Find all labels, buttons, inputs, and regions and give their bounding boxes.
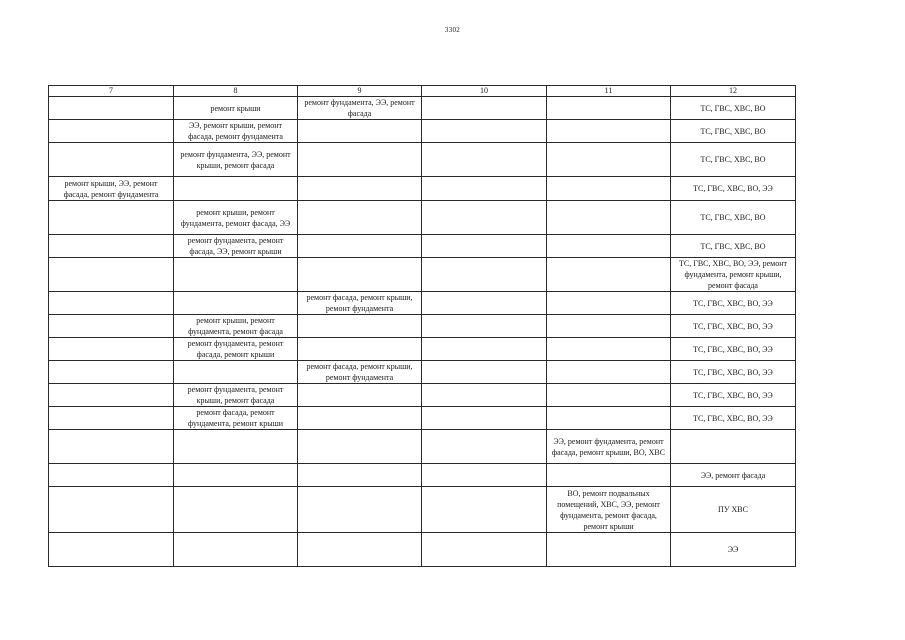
table-cell-col11 <box>547 143 671 177</box>
table-cell-col8 <box>174 430 298 464</box>
page-number: 3302 <box>444 26 461 34</box>
table-cell-col10 <box>422 464 547 487</box>
table-cell-col11 <box>547 201 671 235</box>
table-cell-col8: ремонт фундамента, ЭЭ, ремонт крыши, ремонт фасада <box>174 143 298 177</box>
table-cell-col10 <box>422 361 547 384</box>
table-cell-col9 <box>298 384 422 407</box>
table-cell-col11 <box>547 384 671 407</box>
table-cell-col9 <box>298 258 422 292</box>
table-cell-col8: ремонт фундамента, ремонт крыши, ремонт фасада <box>174 384 298 407</box>
header-row <box>49 86 796 97</box>
table-cell-col7 <box>49 201 174 235</box>
table-cell-col12: ТС, ГВС, ХВС, ВО <box>671 201 796 235</box>
table-row <box>49 258 796 292</box>
table-cell-col7: ремонт крыши, ЭЭ, ремонт фасада, ремонт фундамента <box>49 177 174 201</box>
table-row <box>49 235 796 258</box>
table-cell-col11: ЭЭ, ремонт фундамента, ремонт фасада, ремонт крыши, ВО, ХВС <box>547 430 671 464</box>
table-cell-col11: ВО, ремонт подвальных помещений, ХВС, ЭЭ, ремонт фундамента, ремонт фасада, ремонт крыши <box>547 487 671 533</box>
table-cell-col8: ремонт фасада, ремонт фундамента, ремонт крыши <box>174 407 298 430</box>
table-cell-col11 <box>547 407 671 430</box>
table-cell-col7 <box>49 97 174 120</box>
table-cell-col9 <box>298 120 422 143</box>
table-cell-col9 <box>298 201 422 235</box>
table-cell-col8: ремонт крыши, ремонт фундамента, ремонт фасада, ЭЭ <box>174 201 298 235</box>
table-body <box>49 97 796 567</box>
table-cell-col8: ЭЭ, ремонт крыши, ремонт фасада, ремонт фундамента <box>174 120 298 143</box>
table-cell-col8: ремонт фундамента, ремонт фасада, ЭЭ, ремонт крыши <box>174 235 298 258</box>
table-cell-col12: ТС, ГВС, ХВС, ВО, ЭЭ <box>671 407 796 430</box>
table-cell-col10 <box>422 97 547 120</box>
table-cell-col10 <box>422 430 547 464</box>
table-cell-col9 <box>298 315 422 338</box>
table-cell-col7 <box>49 361 174 384</box>
table-row <box>49 407 796 430</box>
table-row <box>49 201 796 235</box>
table-cell-col10 <box>422 143 547 177</box>
table-cell-col10 <box>422 235 547 258</box>
table-cell-col7 <box>49 258 174 292</box>
table-cell-col7 <box>49 407 174 430</box>
table-cell-col8 <box>174 292 298 315</box>
table-row <box>49 120 796 143</box>
table-cell-col10 <box>422 384 547 407</box>
table-cell-col10 <box>422 338 547 361</box>
table-cell-col8 <box>174 487 298 533</box>
table-cell-col10 <box>422 258 547 292</box>
table-cell-col12: ТС, ГВС, ХВС, ВО, ЭЭ <box>671 338 796 361</box>
table-cell-col11 <box>547 464 671 487</box>
table-cell-col10 <box>422 407 547 430</box>
table-cell-col8: ремонт крыши, ремонт фундамента, ремонт фасада <box>174 315 298 338</box>
table-cell-col11 <box>547 292 671 315</box>
table-cell-col12: ПУ ХВС <box>671 487 796 533</box>
table-cell-col7 <box>49 384 174 407</box>
table-cell-col9 <box>298 338 422 361</box>
table-cell-col11 <box>547 235 671 258</box>
column-header: 7 <box>49 86 174 97</box>
table-cell-col9: ремонт фасада, ремонт крыши, ремонт фундамента <box>298 292 422 315</box>
table-cell-col7 <box>49 292 174 315</box>
table-cell-col12: ТС, ГВС, ХВС, ВО, ЭЭ <box>671 384 796 407</box>
table-cell-col11 <box>547 258 671 292</box>
table-cell-col11 <box>547 315 671 338</box>
table-row <box>49 143 796 177</box>
table-cell-col7 <box>49 235 174 258</box>
table-cell-col12: ТС, ГВС, ХВС, ВО <box>671 235 796 258</box>
table-cell-col9 <box>298 487 422 533</box>
table-cell-col12: ТС, ГВС, ХВС, ВО, ЭЭ <box>671 292 796 315</box>
table-cell-col7 <box>49 143 174 177</box>
table-cell-col9 <box>298 533 422 567</box>
table-cell-col10 <box>422 201 547 235</box>
table-cell-col8 <box>174 464 298 487</box>
table-row <box>49 177 796 201</box>
table-row <box>49 361 796 384</box>
table-cell-col8: ремонт крыши <box>174 97 298 120</box>
table-cell-col9 <box>298 464 422 487</box>
table-cell-col10 <box>422 487 547 533</box>
table-cell-col10 <box>422 315 547 338</box>
table-cell-col12: ТС, ГВС, ХВС, ВО, ЭЭ, ремонт фундамента, ремонт крыши, ремонт фасада <box>671 258 796 292</box>
table-row <box>49 384 796 407</box>
table-cell-col12: ТС, ГВС, ХВС, ВО, ЭЭ <box>671 361 796 384</box>
column-header: 12 <box>671 86 796 97</box>
column-header: 9 <box>298 86 422 97</box>
table-cell-col12: ЭЭ <box>671 533 796 567</box>
table-row <box>49 430 796 464</box>
table-cell-col10 <box>422 292 547 315</box>
table-cell-col7 <box>49 533 174 567</box>
table-cell-col7 <box>49 464 174 487</box>
table-cell-col7 <box>49 120 174 143</box>
table-cell-col9 <box>298 407 422 430</box>
table-cell-col12: ТС, ГВС, ХВС, ВО <box>671 97 796 120</box>
table-cell-col7 <box>49 315 174 338</box>
table-cell-col8 <box>174 258 298 292</box>
table-cell-col8 <box>174 177 298 201</box>
table-cell-col8 <box>174 533 298 567</box>
table-row <box>49 97 796 120</box>
table-row <box>49 464 796 487</box>
table-cell-col7 <box>49 487 174 533</box>
table-cell-col12: ТС, ГВС, ХВС, ВО <box>671 143 796 177</box>
table-cell-col12: ТС, ГВС, ХВС, ВО, ЭЭ <box>671 315 796 338</box>
table-row <box>49 315 796 338</box>
table-cell-col12: ТС, ГВС, ХВС, ВО, ЭЭ <box>671 177 796 201</box>
table-cell-col11 <box>547 177 671 201</box>
table-cell-col12 <box>671 430 796 464</box>
table-cell-col11 <box>547 361 671 384</box>
table-cell-col9: ремонт фундамента, ЭЭ, ремонт фасада <box>298 97 422 120</box>
table-cell-col10 <box>422 177 547 201</box>
table-row <box>49 487 796 533</box>
column-header: 11 <box>547 86 671 97</box>
table-cell-col8 <box>174 361 298 384</box>
table-cell-col8: ремонт фундамента, ремонт фасада, ремонт крыши <box>174 338 298 361</box>
table-cell-col9 <box>298 235 422 258</box>
column-header: 10 <box>422 86 547 97</box>
table-cell-col10 <box>422 120 547 143</box>
table-cell-col12: ЭЭ, ремонт фасада <box>671 464 796 487</box>
table-cell-col11 <box>547 533 671 567</box>
table-row <box>49 533 796 567</box>
table-cell-col11 <box>547 97 671 120</box>
table-cell-col9 <box>298 430 422 464</box>
table-cell-col7 <box>49 430 174 464</box>
table-cell-col12: ТС, ГВС, ХВС, ВО <box>671 120 796 143</box>
table-cell-col9 <box>298 143 422 177</box>
table-cell-col7 <box>49 338 174 361</box>
table-cell-col11 <box>547 338 671 361</box>
table-row <box>49 292 796 315</box>
column-header: 8 <box>174 86 298 97</box>
table-cell-col10 <box>422 533 547 567</box>
table-cell-col11 <box>547 120 671 143</box>
table-cell-col9 <box>298 177 422 201</box>
table-cell-col9: ремонт фасада, ремонт крыши, ремонт фундамента <box>298 361 422 384</box>
table-row <box>49 338 796 361</box>
data-table <box>48 85 796 567</box>
